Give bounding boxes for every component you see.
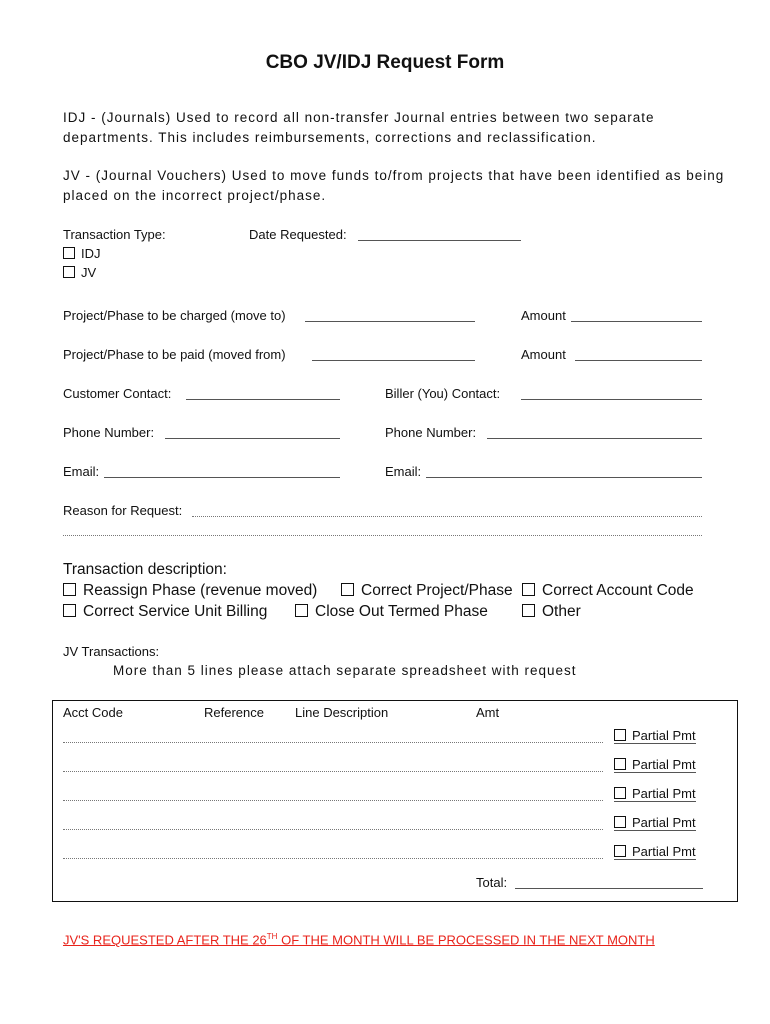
amount-paid-field[interactable]: [575, 360, 702, 361]
reason-field-line-2[interactable]: [63, 535, 702, 536]
amount-charged-field[interactable]: [571, 321, 702, 322]
biller-phone-label: Phone Number:: [385, 425, 477, 440]
checkbox-icon: [295, 604, 308, 617]
jv-transactions-table: [52, 700, 738, 902]
close-out-termed-phase-label: Close Out Termed Phase: [315, 603, 488, 620]
checkbox-icon: [63, 247, 75, 259]
transaction-description-label: Transaction description:: [63, 561, 227, 578]
project-charged-label: Project/Phase to be charged (move to): [63, 308, 286, 323]
partial-pmt-label: Partial Pmt: [632, 786, 696, 801]
checkbox-icon: [63, 604, 76, 617]
partial-pmt-label: Partial Pmt: [632, 815, 696, 830]
customer-phone-field[interactable]: [165, 438, 340, 439]
spreadsheet-note: More than 5 lines please attach separate spreadsheet with request: [113, 663, 577, 678]
reason-field-line-1[interactable]: [192, 516, 702, 517]
project-charged-field[interactable]: [305, 321, 475, 322]
biller-contact-field[interactable]: [521, 399, 702, 400]
project-paid-label: Project/Phase to be paid (moved from): [63, 347, 286, 362]
table-row[interactable]: [63, 742, 603, 743]
checkbox-icon: [614, 729, 626, 741]
table-row[interactable]: [63, 800, 603, 801]
jv-checkbox[interactable]: [63, 265, 96, 280]
correct-account-code-label: Correct Account Code: [542, 582, 694, 599]
correct-project-phase-checkbox[interactable]: [341, 582, 513, 600]
correct-service-unit-billing-label: Correct Service Unit Billing: [83, 603, 268, 620]
correct-account-code-checkbox[interactable]: [522, 582, 694, 600]
form-title: CBO JV/IDJ Request Form: [265, 52, 505, 73]
table-row[interactable]: [63, 771, 603, 772]
column-header-reference: Reference: [204, 705, 264, 720]
total-label: Total:: [476, 875, 508, 890]
notice-superscript: TH: [266, 932, 278, 941]
column-header-line-description: Line Description: [295, 705, 389, 720]
checkbox-icon: [614, 758, 626, 770]
column-header-acct-code: Acct Code: [63, 705, 123, 720]
table-row[interactable]: [63, 858, 603, 859]
correct-service-unit-billing-checkbox[interactable]: [63, 603, 267, 621]
processing-deadline-notice: [63, 932, 655, 947]
partial-pmt-label: Partial Pmt: [632, 844, 696, 859]
customer-contact-label: Customer Contact:: [63, 386, 172, 401]
partial-pmt-label: Partial Pmt: [632, 728, 696, 743]
partial-pmt-checkbox[interactable]: [614, 728, 696, 744]
customer-email-label: Email:: [63, 464, 100, 479]
jv-transactions-label: JV Transactions:: [63, 644, 160, 659]
partial-pmt-checkbox[interactable]: [614, 844, 696, 860]
checkbox-icon: [522, 604, 535, 617]
idj-option-label: IDJ: [81, 246, 101, 261]
checkbox-icon: [63, 583, 76, 596]
jv-description: JV - (Journal Vouchers) Used to move funds to/from projects that have been identified as being placed on the incorrect project/phase.: [63, 168, 725, 203]
date-requested-field[interactable]: [358, 240, 521, 241]
amount-charged-label: Amount: [521, 308, 566, 323]
reason-label: Reason for Request:: [63, 503, 183, 518]
checkbox-icon: [63, 266, 75, 278]
partial-pmt-checkbox[interactable]: [614, 786, 696, 802]
biller-contact-label: Biller (You) Contact:: [385, 386, 501, 401]
partial-pmt-checkbox[interactable]: [614, 757, 696, 773]
checkbox-icon: [614, 787, 626, 799]
table-row[interactable]: [63, 829, 603, 830]
column-header-amt: Amt: [476, 705, 500, 720]
notice-text-before: JV'S REQUESTED AFTER THE 26: [63, 932, 267, 948]
date-requested-label: Date Requested:: [249, 227, 347, 242]
notice-text-after: OF THE MONTH WILL BE PROCESSED IN THE NEXT MONTH: [277, 932, 655, 948]
total-field[interactable]: [515, 888, 703, 889]
checkbox-icon: [522, 583, 535, 596]
amount-paid-label: Amount: [521, 347, 566, 362]
idj-description: IDJ - (Journals) Used to record all non-transfer Journal entries between two separate departments. This includes reimbursements, corrections and reclassification.: [63, 110, 655, 145]
reassign-phase-checkbox[interactable]: [63, 582, 317, 600]
checkbox-icon: [341, 583, 354, 596]
reassign-phase-label: Reassign Phase (revenue moved): [83, 582, 318, 599]
customer-email-field[interactable]: [104, 477, 340, 478]
checkbox-icon: [614, 845, 626, 857]
customer-contact-field[interactable]: [186, 399, 340, 400]
biller-email-field[interactable]: [426, 477, 702, 478]
close-out-termed-phase-checkbox[interactable]: [295, 603, 488, 621]
jv-option-label: JV: [81, 265, 97, 280]
partial-pmt-checkbox[interactable]: [614, 815, 696, 831]
idj-checkbox[interactable]: [63, 246, 101, 261]
project-paid-field[interactable]: [312, 360, 475, 361]
correct-project-phase-label: Correct Project/Phase: [361, 582, 513, 599]
biller-phone-field[interactable]: [487, 438, 702, 439]
partial-pmt-label: Partial Pmt: [632, 757, 696, 772]
checkbox-icon: [614, 816, 626, 828]
biller-email-label: Email:: [385, 464, 422, 479]
transaction-type-label: Transaction Type:: [63, 227, 166, 242]
customer-phone-label: Phone Number:: [63, 425, 155, 440]
other-label: Other: [542, 603, 581, 620]
other-checkbox[interactable]: [522, 603, 581, 621]
